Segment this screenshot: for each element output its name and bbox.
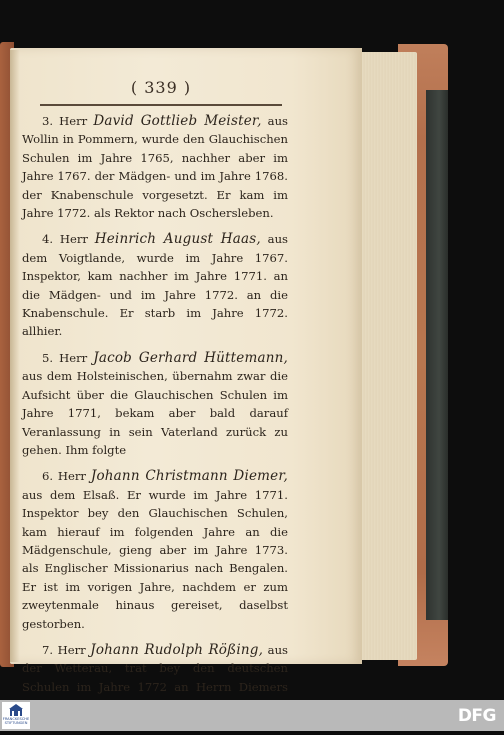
page-number: ( 339 ) [130,78,192,97]
entry-text: aus dem Voigtlande, wurde im Jahre 1767. Inspektor, kam nachher im Jahre 1771. an die Mädgen- und im Jahre 1772. an die Knabenschule. Er starb im Jahre 1772. allhier. [22,232,289,339]
paragraph-6 [22,467,288,633]
logo-text: FRANCKESCHE STIFTUNGEN [2,717,30,725]
page-stack-edge [355,52,417,660]
paragraph-5 [22,349,288,459]
entry-name: Johann Rudolph Rößing, [90,641,264,658]
entry-text: aus dem Holsteinischen, übernahm zwar die Aufsicht über die Glauchischen Schulen im Jahre 1771, bekam aber bald darauf Veranlassung in sein Vaterland zurück zu gehen. Ihm folgte [22,369,288,457]
page-gutter [10,50,20,662]
entry-lead: 3. Herr [42,114,88,128]
viewer-footer-bar [0,700,504,731]
paragraph-3 [22,112,288,222]
entry-lead: 6. Herr [42,469,86,484]
entry-name: Heinrich August Haas, [94,231,261,248]
entry-lead: 5. Herr [42,350,88,365]
franckesche-logo-icon [9,704,23,717]
book-board [426,90,448,620]
entry-lead: 7. Herr [42,642,86,657]
entry-name: Jacob Gerhard Hüttemann, [93,349,289,366]
entry-text: aus der Wetterau, trat bey den deutschen Schulen im Jahre 1772 an Herrn Diemers [22,642,288,694]
institution-logo[interactable] [2,702,30,729]
dfg-logo[interactable]: DFG [457,706,496,726]
page-text [22,112,288,735]
paragraph-4 [22,230,288,340]
entry-lead: 4. Herr [42,232,88,247]
entry-name: Johann Christmann Diemer, [90,468,289,485]
entry-name: David Gottlieb Meister, [93,113,262,129]
entry-text: aus Wollin in Pommern, wurde den Glauchischen Schulen im Jahre 1765, nachher aber im Jahre 1767. der Mädgen- und im Jahre 1768. der Knabenschule vorgesetzt. Er kam im Jahre 1772. als Rektor nach Oschersleben. [22,114,289,221]
entry-text: aus dem Elsaß. Er wurde im Jahre 1771. Inspektor bey den Glauchischen Schulen, kam hierauf im folgenden Jahre an die Mädgenschule, gieng aber im Jahre 1773. als Englischer Missionarius nach Bengalen. Er ist im vorigen Jahre, nachdem er zum zweytenmale hinaus gereiset, daselbst gestorben. [22,487,288,631]
page-header [40,76,282,106]
